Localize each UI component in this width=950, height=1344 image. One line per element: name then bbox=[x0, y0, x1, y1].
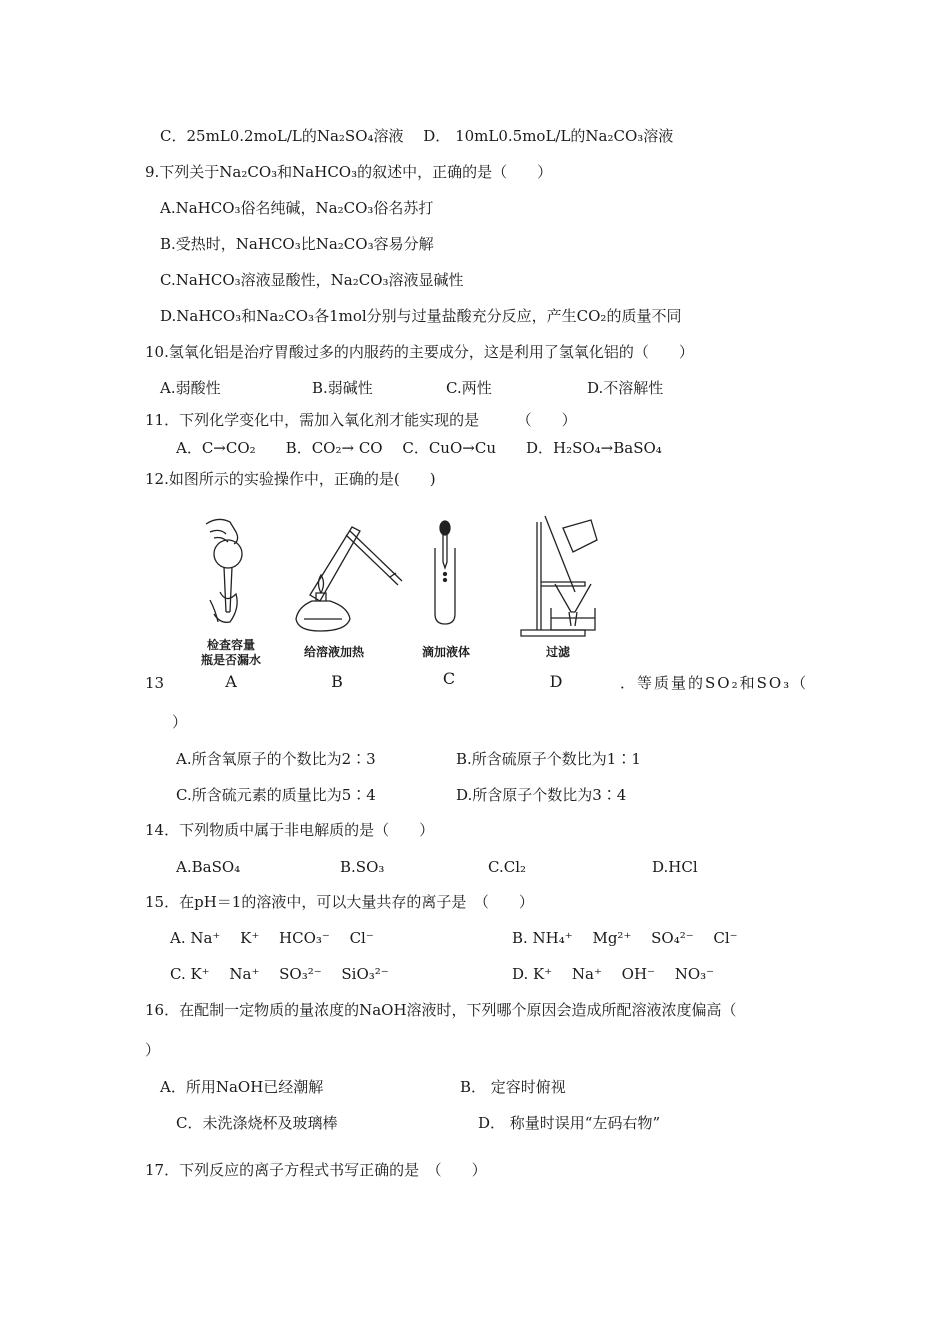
caption-c: 滴加液体 bbox=[421, 645, 470, 659]
question-11: 11．下列化学变化中，需加入氧化剂才能实现的是 （ ） bbox=[145, 411, 577, 429]
figure-label-a: A bbox=[225, 672, 237, 691]
q9-option-a: A.NaHCO₃俗名纯碱，Na₂CO₃俗名苏打 bbox=[160, 199, 434, 217]
q15-option-b: B. NH₄⁺ Mg²⁺ SO₄²⁻ Cl⁻ bbox=[512, 929, 738, 947]
figure-filtration bbox=[515, 512, 610, 637]
caption-b: 给溶液加热 bbox=[303, 645, 364, 659]
q14-option-c: C.Cl₂ bbox=[488, 858, 526, 876]
question-9: 9.下列关于Na₂CO₃和NaHCO₃的叙述中，正确的是（ ） bbox=[145, 163, 553, 181]
question-17: 17．下列反应的离子方程式书写正确的是 （ ） bbox=[145, 1161, 487, 1179]
figure-dropping-liquid bbox=[425, 518, 465, 628]
figure-label-c: C bbox=[442, 669, 456, 688]
question-12: 12.如图所示的实验操作中，正确的是( ) bbox=[145, 470, 436, 488]
q15-option-a: A. Na⁺ K⁺ HCO₃⁻ Cl⁻ bbox=[170, 929, 374, 947]
question-14: 14．下列物质中属于非电解质的是（ ） bbox=[145, 821, 435, 839]
q11-options: A．C→CO₂ B．CO₂→ CO C．CuO→Cu D．H₂SO₄→BaSO₄ bbox=[176, 439, 662, 457]
question-10: 10.氢氧化铝是治疗胃酸过多的内服药的主要成分，这是利用了氢氧化铝的（ ） bbox=[145, 343, 694, 361]
q14-option-b: B.SO₃ bbox=[340, 858, 385, 876]
q10-option-a: A.弱酸性 bbox=[160, 379, 221, 397]
q15-option-d: D. K⁺ Na⁺ OH⁻ NO₃⁻ bbox=[512, 965, 715, 983]
question-13-text: ．等质量的SO₂和SO₃（ bbox=[620, 674, 809, 692]
question-16: 16．在配制一定物质的量浓度的NaOH溶液时，下列哪个原因会造成所配溶液浓度偏高（ bbox=[145, 1001, 737, 1019]
q13-option-c: C.所含硫元素的质量比为5∶4 bbox=[176, 786, 376, 804]
q10-option-b: B.弱碱性 bbox=[312, 379, 373, 397]
question-13-number: 13 bbox=[145, 674, 165, 692]
q8-option-c-d: C．25mL0.2moL/L的Na₂SO₄溶液 D． 10mL0.5moL/L的Na₂CO₃溶液 bbox=[160, 127, 674, 145]
question-13-close: ） bbox=[172, 713, 188, 731]
q9-option-c: C.NaHCO₃溶液显酸性，Na₂CO₃溶液显碱性 bbox=[160, 271, 464, 289]
figure-label-d: D bbox=[549, 672, 563, 691]
figure-label-b: B bbox=[331, 672, 343, 691]
figure-heating-solution bbox=[290, 515, 405, 635]
q13-option-a: A.所含氧原子的个数比为2∶3 bbox=[176, 750, 376, 768]
q10-option-c: C.两性 bbox=[446, 379, 492, 397]
caption-a: 检查容量 瓶是否漏水 bbox=[200, 638, 261, 667]
caption-d: 过滤 bbox=[545, 645, 570, 659]
q10-option-d: D.不溶解性 bbox=[587, 379, 664, 397]
q9-option-b: B.受热时，NaHCO₃比Na₂CO₃容易分解 bbox=[160, 235, 434, 253]
q15-option-c: C. K⁺ Na⁺ SO₃²⁻ SiO₃²⁻ bbox=[170, 965, 389, 983]
q13-option-b: B.所含硫原子个数比为1∶1 bbox=[456, 750, 641, 768]
q14-option-d: D.HCl bbox=[652, 858, 698, 876]
q13-option-d: D.所含原子个数比为3∶4 bbox=[456, 786, 627, 804]
figure-check-volumetric-flask bbox=[196, 512, 266, 637]
q16-option-b: B． 定容时俯视 bbox=[460, 1078, 566, 1096]
question-16-close: ） bbox=[145, 1041, 161, 1059]
q16-option-d: D． 称量时误用“左码右物” bbox=[478, 1114, 661, 1132]
q16-option-c: C．未洗涤烧杯及玻璃棒 bbox=[176, 1114, 338, 1132]
question-15: 15．在pH＝1的溶液中，可以大量共存的离子是 （ ） bbox=[145, 893, 534, 911]
q9-option-d: D.NaHCO₃和Na₂CO₃各1mol分别与过量盐酸充分反应，产生CO₂的质量不同 bbox=[160, 307, 682, 325]
q16-option-a: A．所用NaOH已经潮解 bbox=[160, 1078, 324, 1096]
q14-option-a: A.BaSO₄ bbox=[176, 858, 241, 876]
